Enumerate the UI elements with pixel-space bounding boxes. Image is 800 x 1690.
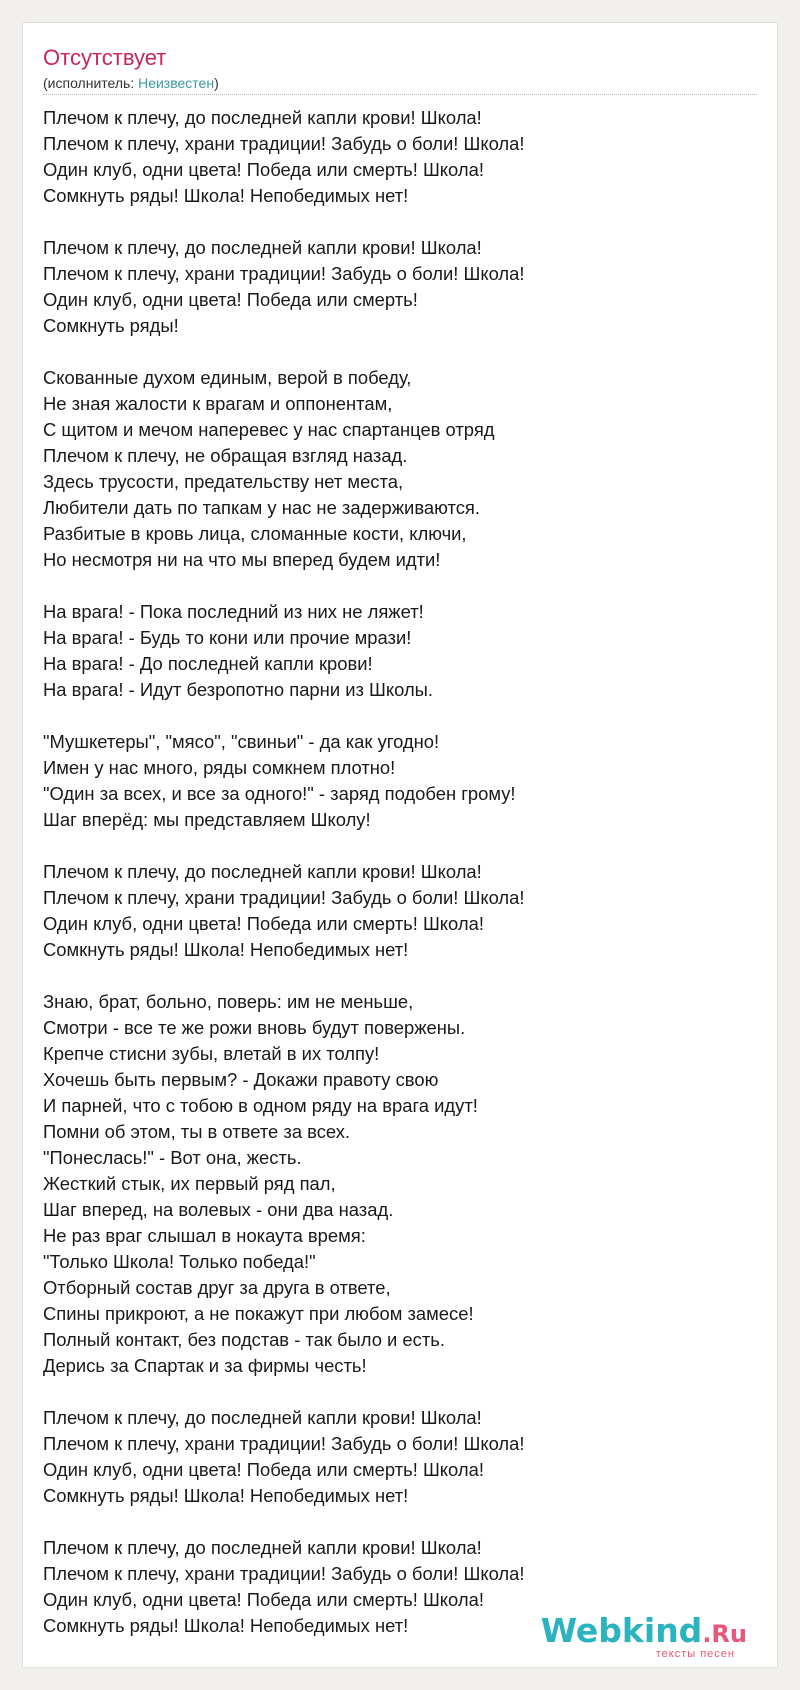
artist-prefix: (исполнитель:	[43, 75, 139, 91]
lyrics-card	[22, 22, 778, 1668]
artist-suffix: )	[214, 75, 219, 91]
logo-tld: .Ru	[702, 1620, 747, 1648]
lyrics-text: Плечом к плечу, до последней капли крови! Школа! Плечом к плечу, храни традиции! Забудь о боли! Школа! Один клуб, одни цвета! Победа или смерть! Школа! Сомкнуть ряды! Школа! Непобедимых нет! Плечом к плечу, до последней капли крови! Школа! Плечом к плечу, храни традиции! Забудь о боли! Школа! Один клуб, одни цвета! Победа или смерть! Сомкнуть ряды! Скованные духом единым, верой в победу, Не зная жалости к врагам и оппонентам, С щитом и мечом наперевес у нас спартанцев отряд Плечом к плечу, не обращая взгляд назад. Здесь трусости, предательству нет места, Любители дать по тапкам у нас не задерживаются. Разбитые в кровь лица, сломанные кости, ключи, Но несмотря ни на что мы вперед будем идти! На врага! - Пока последний из них не ляжет! На врага! - Будь то кони или прочие мрази! На врага! - До последней капли крови! На врага! - Идут безропотно парни из Школы. "Мушкетеры", "мясо", "свиньи" - да как угодно! Имен у нас много, ряды сомкнем плотно! "Один за всех, и все за одного!" - заряд подобен грому! Шаг вперёд: мы представляем Школу! Плечом к плечу, до последней капли крови! Школа! Плечом к плечу, храни традиции! Забудь о боли! Школа! Один клуб, одни цвета! Победа или смерть! Школа! Сомкнуть ряды! Школа! Непобедимых нет! Знаю, брат, больно, поверь: им не меньше, Смотри - все те же рожи вновь будут повержены. Крепче стисни зубы, влетай в их толпу! Хочешь быть первым? - Докажи правоту свою И парней, что с тобою в одном ряду на врага идут! Помни об этом, ты в ответе за всех. "Понеслась!" - Вот она, жесть. Жесткий стык, их первый ряд пал, Шаг вперед, на волевых - они два назад. Не раз враг слышал в нокаута время: "Только Школа! Только победа!" Отборный состав друг за друга в ответе, Спины прикроют, а не покажут при любом замесе! Полный контакт, без подстав - так было и есть. Дерись за Спартак и за фирмы честь! Плечом к плечу, до последней капли крови! Школа! Плечом к плечу, храни традиции! Забудь о боли! Школа! Один клуб, одни цвета! Победа или смерть! Школа! Сомкнуть ряды! Школа! Непобедимых нет! Плечом к плечу, до последней капли крови! Школа! Плечом к плечу, храни традиции! Забудь о боли! Школа! Один клуб, одни цвета! Победа или смерть! Школа! Сомкнуть ряды! Школа! Непобедимых нет!	[43, 107, 525, 1636]
artist-link[interactable]: Неизвестен	[138, 75, 215, 91]
title-divider	[43, 94, 757, 95]
song-title: Отсутствует	[43, 45, 167, 70]
site-logo[interactable]	[540, 1611, 747, 1661]
logo-tagline: тексты песен	[655, 1648, 735, 1660]
artist-line	[43, 74, 219, 92]
logo-word: Webkind	[540, 1611, 703, 1650]
